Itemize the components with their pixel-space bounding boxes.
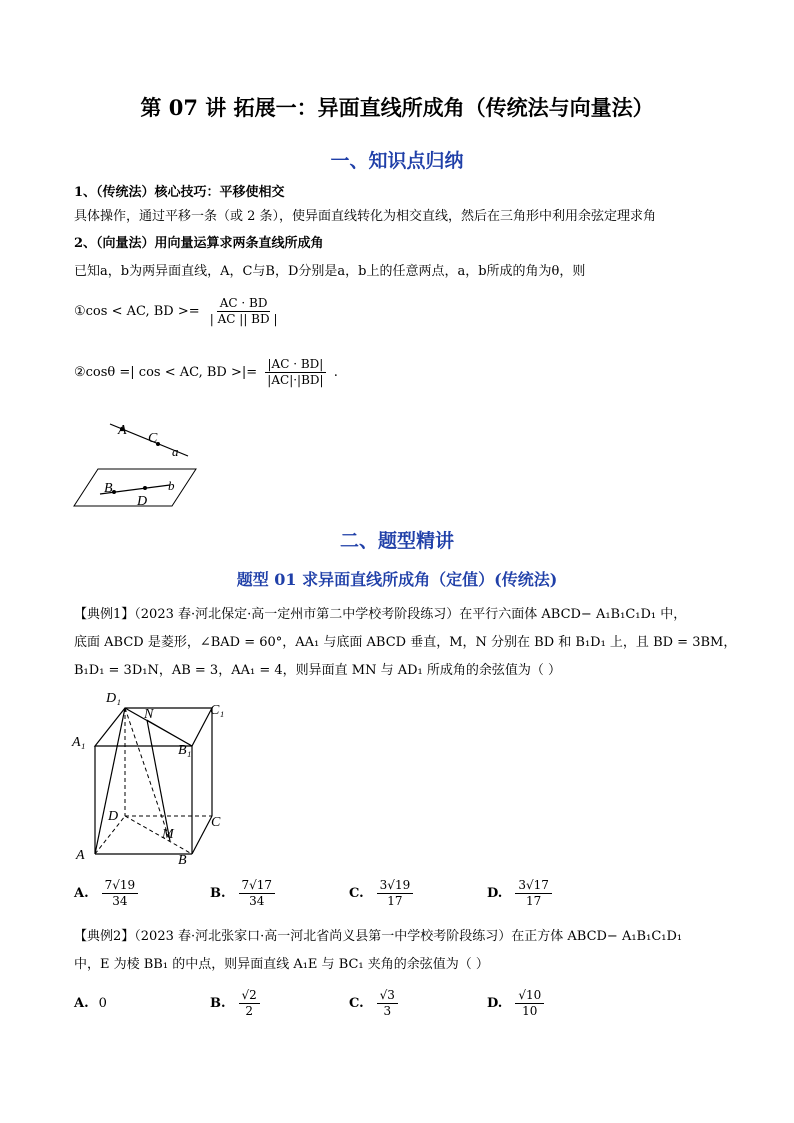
label-b: b — [168, 478, 175, 493]
example2-option-c — [349, 988, 401, 1019]
option-denominator: 2 — [245, 1004, 253, 1018]
formula-2-end: . — [333, 365, 338, 380]
option-label: D. — [487, 996, 503, 1011]
option-fraction — [515, 878, 552, 909]
label-C: C — [148, 431, 158, 446]
label-C1: C₁ — [210, 703, 225, 718]
formula-2-label: ②cosθ =| cos < AC, BD >|= — [74, 365, 258, 380]
formula-1 — [74, 296, 283, 327]
option-fraction — [515, 988, 544, 1019]
top-face — [95, 708, 212, 746]
example1-line3: B₁D₁ = 3D₁N，AB = 3，AA₁ = 4，则异面直 MN 与 AD₁ 所成角的余弦值为（ ） — [74, 663, 561, 678]
example2-line1: 【典例2】（2023 春·河北张家口·高一河北省尚义县第一中学校考阶段练习）在正方体 ABCD− A₁B₁C₁D₁ — [74, 929, 683, 944]
formula-2-numerator: |AC · BD| — [265, 357, 327, 373]
option-label: B. — [210, 886, 226, 901]
point-b-mark — [112, 490, 116, 494]
diagonal-BD-hidden — [125, 816, 192, 854]
label-A: A — [76, 848, 85, 863]
label-B1: B₁ — [178, 743, 192, 758]
example2-option-b — [210, 988, 263, 1019]
label-A1: A₁ — [72, 735, 86, 750]
label-a: a — [172, 444, 179, 459]
label-D: D — [137, 494, 148, 509]
option-label: D. — [487, 886, 503, 901]
option-numerator: 7√17 — [239, 878, 276, 894]
knowledge-item1-title: 1、（传统法）核心技巧：平移使相交 — [74, 185, 285, 200]
option-label: B. — [210, 996, 226, 1011]
label-D1: D₁ — [106, 691, 121, 706]
label-C: C — [211, 815, 221, 830]
example1-option-b — [210, 878, 278, 909]
example1-option-c — [349, 878, 416, 909]
knowledge-item1-body: 具体操作，通过平移一条（或 2 条），使异面直线转化为相交直线，然后在三角形中利用余弦定理求角 — [74, 209, 657, 224]
option-label: C. — [349, 886, 364, 901]
formula-1-denominator: | AC || BD | — [209, 312, 278, 326]
option-denominator: 34 — [249, 894, 265, 908]
formula-1-numerator: AC · BD — [217, 296, 271, 312]
formula-2 — [74, 357, 338, 388]
option-fraction — [377, 878, 414, 909]
option-numerator: 7√19 — [102, 878, 139, 894]
formula-1-fraction — [207, 296, 281, 327]
example1-option-a — [74, 878, 141, 909]
option-numerator: √3 — [377, 988, 398, 1004]
plane — [74, 469, 196, 506]
option-numerator: 3√17 — [515, 878, 552, 894]
point-d-mark — [143, 486, 147, 490]
label-A: A — [118, 423, 127, 438]
option-denominator: 10 — [522, 1004, 538, 1018]
example2-line2: 中，E 为棱 BB₁ 的中点，则异面直线 A₁E 与 BC₁ 夹角的余弦值为（ ） — [74, 957, 489, 972]
formula-1-label: ①cos < AC, BD >= — [74, 304, 200, 319]
option-denominator: 17 — [387, 894, 403, 908]
example2-option-a — [74, 996, 107, 1011]
option-fraction — [102, 878, 139, 909]
option-denominator: 34 — [112, 894, 128, 908]
option-fraction — [239, 988, 260, 1019]
label-B: B — [104, 481, 113, 496]
option-numerator: √2 — [239, 988, 260, 1004]
example1-line1: 【典例1】（2023 春·河北保定·高一定州市第二中学校考阶段练习）在平行六面体 ABCD− A₁B₁C₁D₁ 中， — [74, 607, 687, 622]
formula-2-fraction — [264, 357, 326, 388]
option-numerator: √10 — [515, 988, 544, 1004]
label-N: N — [144, 707, 154, 722]
section-heading-knowledge: 一、知识点归纳 — [330, 150, 464, 172]
option-numerator: 3√19 — [377, 878, 414, 894]
knowledge-item2-title: 2、（向量法）用向量运算求两条直线所成角 — [74, 236, 324, 251]
page-title: 第 07 讲 拓展一：异面直线所成角（传统法与向量法） — [140, 95, 654, 120]
example1-option-d — [487, 878, 555, 909]
option-value: 0 — [98, 996, 107, 1011]
option-fraction — [377, 988, 398, 1019]
option-denominator: 3 — [383, 1004, 392, 1018]
example1-line2: 底面 ABCD 是菱形，∠BAD = 60°，AA₁ 与底面 ABCD 垂直，M，N 分别在 BD 和 B₁D₁ 上，且 BD = 3BM， — [74, 635, 737, 650]
section-heading-question-types: 二、题型精讲 — [339, 530, 454, 552]
formula-2-denominator: |AC|·|BD| — [267, 373, 324, 387]
edge-BC — [192, 816, 212, 854]
label-M: M — [162, 827, 174, 842]
example2-option-d — [487, 988, 547, 1019]
label-B: B — [178, 853, 187, 866]
segment-MN — [147, 720, 170, 841]
segment-D1M-hidden — [125, 708, 170, 841]
segment-AD1 — [95, 708, 125, 854]
label-D: D — [108, 809, 119, 824]
prism-figure — [70, 686, 240, 866]
skew-lines-figure — [70, 412, 210, 512]
option-fraction — [239, 878, 276, 909]
option-label: A. — [74, 996, 89, 1011]
option-label: C. — [349, 996, 364, 1011]
option-denominator: 17 — [525, 894, 542, 908]
subheading-type01: 题型 01 求异面直线所成角（定值）(传统法) — [236, 570, 558, 589]
knowledge-item2-body: 已知a，b为两异面直线，A，C与B，D分别是a，b上的任意两点，a，b所成的角为θ，则 — [74, 264, 586, 279]
option-label: A. — [74, 886, 89, 901]
